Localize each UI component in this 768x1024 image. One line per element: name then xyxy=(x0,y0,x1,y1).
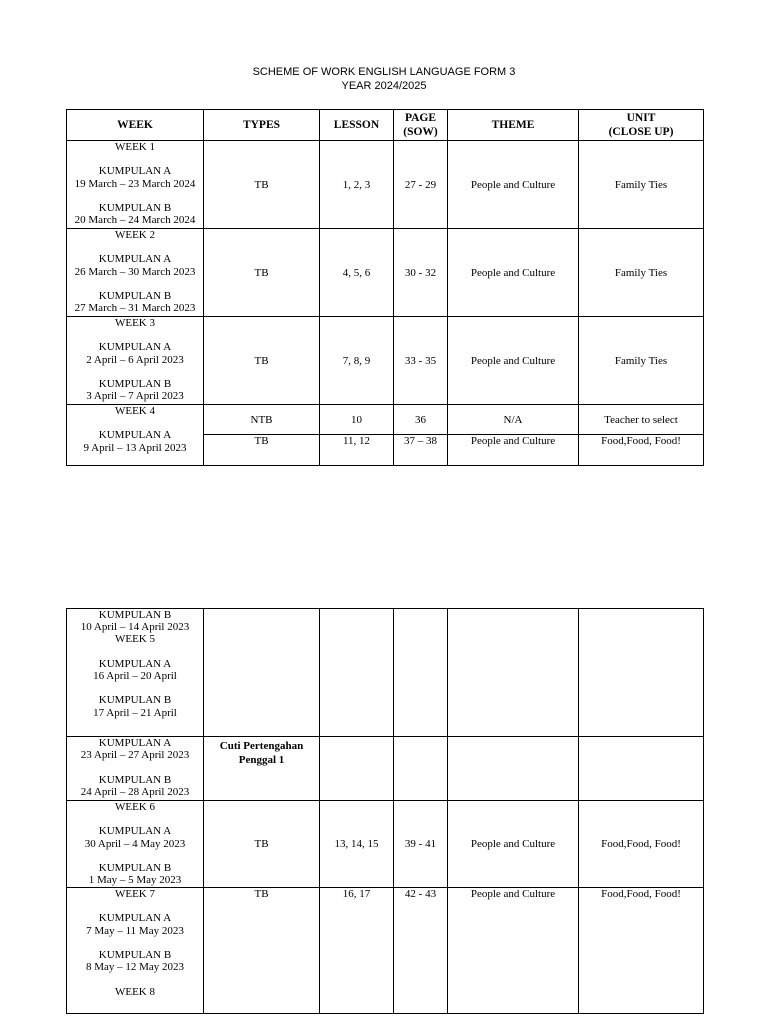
header-unit xyxy=(579,110,704,141)
week-cell xyxy=(67,888,204,1014)
week-line: KUMPULAN B xyxy=(98,201,172,214)
week-line: KUMPULAN B xyxy=(98,289,172,302)
type-cell: TB xyxy=(204,435,320,466)
table-row xyxy=(67,737,704,801)
theme-cell: People and Culture xyxy=(448,229,579,317)
week-line: WEEK 7 xyxy=(114,888,155,900)
theme-cell: People and Culture xyxy=(448,801,579,888)
theme-cell: People and Culture xyxy=(448,317,579,405)
week-line: KUMPULAN A xyxy=(98,657,172,670)
unit-cell: Family Ties xyxy=(579,229,704,317)
page-cell: 27 - 29 xyxy=(394,141,448,229)
week-line: 23 April – 27 April 2023 xyxy=(80,749,190,762)
page-cell xyxy=(394,609,448,737)
lesson-cell xyxy=(320,609,394,737)
document-title: SCHEME OF WORK ENGLISH LANGUAGE FORM 3 xyxy=(252,66,516,78)
week-cell xyxy=(67,141,204,229)
header-lesson: LESSON xyxy=(320,110,394,141)
week-line: 30 April – 4 May 2023 xyxy=(84,837,186,850)
holiday-line2: Penggal 1 xyxy=(238,754,285,766)
week-line: KUMPULAN A xyxy=(98,165,172,178)
week-line: 20 March – 24 March 2024 xyxy=(74,214,196,227)
header-theme: THEME xyxy=(448,110,579,141)
week-line: 7 May – 11 May 2023 xyxy=(86,924,184,937)
week-line: WEEK 1 xyxy=(114,141,155,153)
holiday-type-cell xyxy=(204,737,320,801)
unit-cell xyxy=(579,737,704,801)
page-cell: 37 – 38 xyxy=(394,435,448,466)
page-cell: 30 - 32 xyxy=(394,229,448,317)
week-line: 19 March – 23 March 2024 xyxy=(74,177,196,190)
week-line: 17 April – 21 April xyxy=(93,706,177,719)
theme-cell: People and Culture xyxy=(448,888,579,1014)
week-line: KUMPULAN B xyxy=(98,948,172,961)
week-line: KUMPULAN B xyxy=(98,773,172,786)
type-cell: TB xyxy=(204,141,320,229)
table-row xyxy=(67,801,704,888)
table-row xyxy=(67,141,704,229)
table-row xyxy=(67,317,704,405)
week-cell xyxy=(67,317,204,405)
header-page-line2: (SOW) xyxy=(403,126,438,138)
week-line: KUMPULAN A xyxy=(98,825,172,838)
week-line: 24 April – 28 April 2023 xyxy=(80,785,190,798)
table-row xyxy=(67,888,704,1014)
type-cell: TB xyxy=(204,801,320,888)
header-page xyxy=(394,110,448,141)
unit-cell: Food,Food, Food! xyxy=(579,888,704,1014)
theme-cell: N/A xyxy=(448,405,579,435)
unit-cell xyxy=(579,609,704,737)
week-cell xyxy=(67,229,204,317)
type-cell: NTB xyxy=(204,405,320,435)
week-line: KUMPULAN A xyxy=(98,912,172,925)
type-cell xyxy=(204,609,320,737)
week-line: WEEK 3 xyxy=(114,317,155,329)
week-line: WEEK 4 xyxy=(114,405,155,417)
scheme-table-2 xyxy=(66,608,704,1014)
document-subtitle: YEAR 2024/2025 xyxy=(341,80,427,92)
week-line: KUMPULAN A xyxy=(98,737,172,749)
table-row xyxy=(67,229,704,317)
unit-cell: Family Ties xyxy=(579,317,704,405)
week-cell xyxy=(67,801,204,888)
week-line: 8 May – 12 May 2023 xyxy=(85,961,185,974)
week-line: KUMPULAN B xyxy=(98,609,172,621)
week-line: 2 April – 6 April 2023 xyxy=(86,353,184,366)
scheme-table-1 xyxy=(66,109,704,466)
week-cell xyxy=(67,405,204,466)
week-line: 26 March – 30 March 2023 xyxy=(74,265,196,278)
lesson-cell: 11, 12 xyxy=(320,435,394,466)
week-cell xyxy=(67,737,204,801)
type-cell: TB xyxy=(204,317,320,405)
week-line: WEEK 6 xyxy=(114,801,155,813)
week-line: KUMPULAN B xyxy=(98,861,172,874)
header-unit-line1: UNIT xyxy=(626,112,656,124)
theme-cell: People and Culture xyxy=(448,141,579,229)
header-row xyxy=(67,110,704,141)
table-row xyxy=(67,405,704,435)
week-line: WEEK 8 xyxy=(114,985,155,998)
week-line: KUMPULAN A xyxy=(98,341,172,354)
lesson-cell xyxy=(320,737,394,801)
lesson-cell: 1, 2, 3 xyxy=(320,141,394,229)
table-row xyxy=(67,609,704,737)
lesson-cell: 10 xyxy=(320,405,394,435)
week-line: 27 March – 31 March 2023 xyxy=(74,302,196,315)
week-line: KUMPULAN B xyxy=(98,694,172,707)
header-unit-line2: (CLOSE UP) xyxy=(608,126,674,138)
holiday-line1: Cuti Pertengahan xyxy=(219,740,304,752)
page-cell: 36 xyxy=(394,405,448,435)
page-cell: 33 - 35 xyxy=(394,317,448,405)
week-line: WEEK 5 xyxy=(114,633,155,646)
type-cell: TB xyxy=(204,229,320,317)
week-line: WEEK 2 xyxy=(114,229,155,241)
week-line: KUMPULAN B xyxy=(98,377,172,390)
lesson-cell: 4, 5, 6 xyxy=(320,229,394,317)
header-page-line1: PAGE xyxy=(404,112,437,124)
page-cell: 42 - 43 xyxy=(394,888,448,1014)
lesson-cell: 16, 17 xyxy=(320,888,394,1014)
unit-cell: Food,Food, Food! xyxy=(579,801,704,888)
page-cell xyxy=(394,737,448,801)
header-types: TYPES xyxy=(204,110,320,141)
week-line: 16 April – 20 April xyxy=(93,670,177,682)
type-cell: TB xyxy=(204,888,320,1014)
lesson-cell: 7, 8, 9 xyxy=(320,317,394,405)
week-line: 10 April – 14 April 2023 xyxy=(80,621,190,634)
page-cell: 39 - 41 xyxy=(394,801,448,888)
week-line: KUMPULAN A xyxy=(98,429,172,442)
theme-cell xyxy=(448,609,579,737)
theme-cell xyxy=(448,737,579,801)
week-line: KUMPULAN A xyxy=(98,253,172,266)
theme-cell: People and Culture xyxy=(448,435,579,466)
week-line: 1 May – 5 May 2023 xyxy=(88,874,182,887)
lesson-cell: 13, 14, 15 xyxy=(320,801,394,888)
week-line: 3 April – 7 April 2023 xyxy=(86,390,184,403)
header-week: WEEK xyxy=(67,110,204,141)
week-cell xyxy=(67,609,204,737)
unit-cell: Food,Food, Food! xyxy=(579,435,704,466)
unit-cell: Family Ties xyxy=(579,141,704,229)
week-line: 9 April – 13 April 2023 xyxy=(83,441,187,454)
unit-cell: Teacher to select xyxy=(579,405,704,435)
